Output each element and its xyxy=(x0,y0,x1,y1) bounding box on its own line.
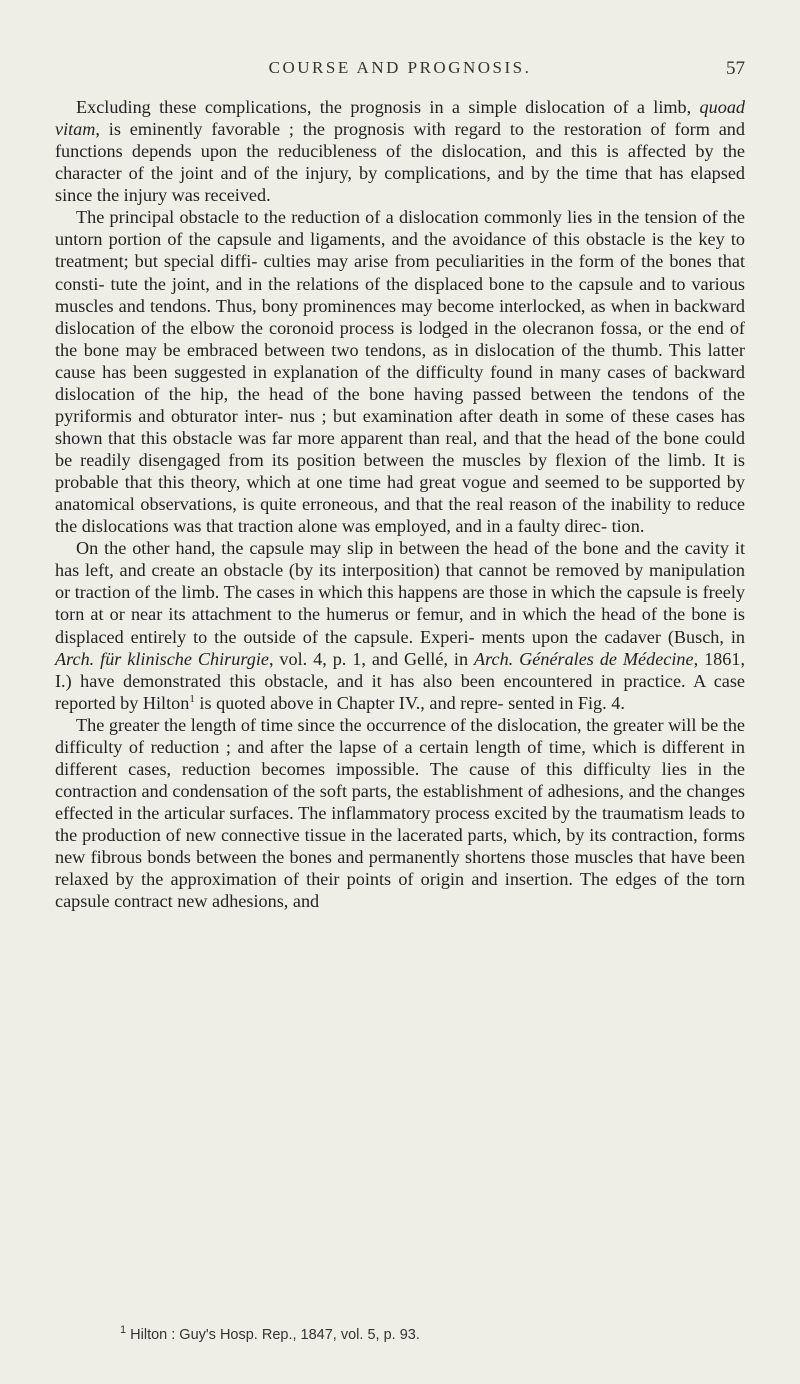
paragraph-1: Excluding these complications, the prognosis in a simple dislocation of a limb, quoad vitam, is eminently favorable ; the prognosis with regard to the restoration of form and functions depends upon the reducibleness of the dislocation, and this is affected by the character of the joint and of the injury, by complications, and by the time that has elapsed since the injury was received. xyxy=(55,97,745,206)
chapter-title: COURSE AND PROGNOSIS. xyxy=(268,58,532,77)
journal-title: Arch. für klinische Chirurgie xyxy=(55,648,269,669)
footnote-text: Hilton : Guy's Hosp. Rep., 1847, vol. 5, p. 93. xyxy=(126,1327,420,1343)
footnote-marker: 1 xyxy=(120,1324,127,1337)
paragraph-2: The principal obstacle to the reduction of a dislocation commonly lies in the tension of the untorn portion of the capsule and ligaments, and the avoidance of this obstacle is the key to treatment; but special diffi- culties may arise from peculiarities in the form of the bones that consti- tute the joint, and in the relations of the displaced bone to the capsule and to various muscles and tendons. Thus, bony prominences may become interlocked, as when in backward dislocation of the elbow the coronoid process is lodged in the olecranon fossa, or the end of the bone may be embraced between two tendons, as in dislocation of the thumb. This latter cause has been suggested in explanation of the difficulty found in many cases of backward dislocation of the hip, the head of the bone having passed between the tendons of the pyriformis and obturator inter- nus ; but examination after death in some of these cases has shown that this obstacle was far more apparent than real, and that the head of the bone could be readily disengaged from its position between the muscles by flexion of the limb. It is probable that this theory, which at one time had great vogue and seemed to be supported by anatomical observations, is quite erroneous, and that the real reason of the inability to reduce the dislocations was that traction alone was employed, and in a faulty direc- tion. xyxy=(55,207,745,537)
body-text xyxy=(55,96,745,912)
footnote xyxy=(120,1324,740,1343)
journal-title: Arch. Générales de Médecine xyxy=(473,648,694,669)
footnote-ref: 1 xyxy=(189,692,195,705)
latin-phrase: quoad vitam xyxy=(55,97,745,140)
page-number: 57 xyxy=(726,58,745,79)
paragraph-3: On the other hand, the capsule may slip in between the head of the bone and the cavity it has left, and create an obstacle (by its interposition) that cannot be removed by manipulation or traction of the limb. The cases in which this happens are those in which the capsule is freely torn at or near its attachment to the humerus or femur, and in which the head of the bone is displaced entirely to the outside of the capsule. Experi- ments upon the cadaver (Busch, in Arch. für klinische Chirurgie, vol. 4, p. 1, and Gellé, in Arch. Générales de Médecine, 1861, I.) have demonstrated this obstacle, and it has also been encountered in practice. A case reported by Hilton$^1$ is quoted above in Chapter IV., and repre- sented in Fig. 4. xyxy=(55,538,745,713)
paragraph-4: The greater the length of time since the occurrence of the dislocation, the greater will be the difficulty of reduction ; and after the lapse of a certain length of time, which is different in different cases, reduction becomes impossible. The cause of this difficulty lies in the contraction and condensation of the soft parts, the establishment of adhesions, and the changes effected in the articular surfaces. The inflammatory process excited by the traumatism leads to the production of new connective tissue in the lacerated parts, which, by its contraction, forms new fibrous bonds between the bones and permanently shortens those muscles that have been relaxed by the approximation of their points of origin and insertion. The edges of the torn capsule contract new adhesions, and xyxy=(55,714,745,912)
